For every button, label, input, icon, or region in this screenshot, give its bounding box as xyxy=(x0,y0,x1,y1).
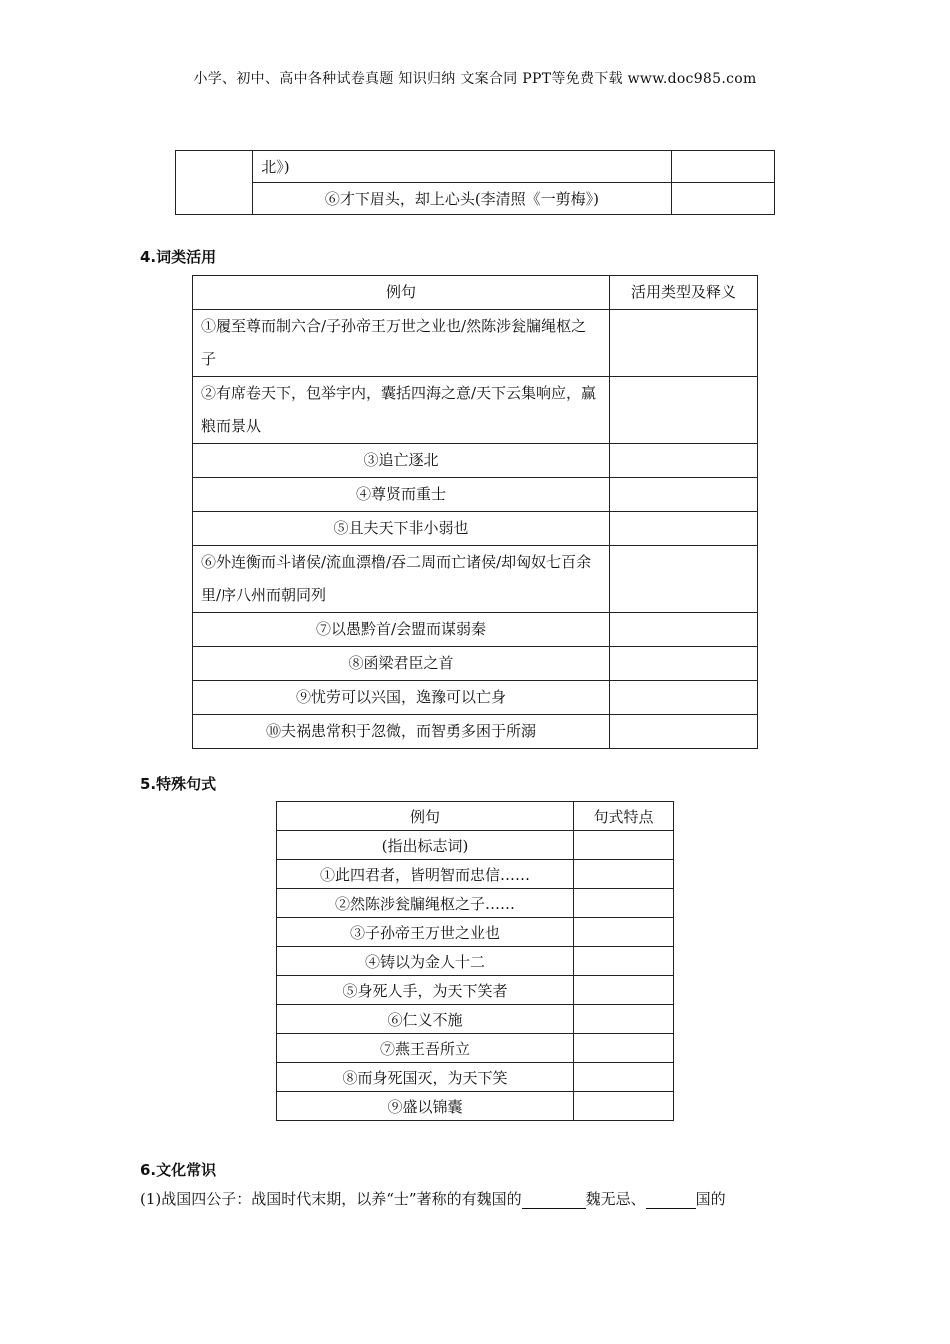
answer-cell[interactable] xyxy=(574,889,674,918)
table-cell: ①此四君者，皆明智而忠信…… xyxy=(277,860,574,889)
table-row xyxy=(277,860,674,889)
column-header: 活用类型及释义 xyxy=(610,276,758,310)
answer-cell[interactable] xyxy=(671,151,774,183)
column-header: 例句 xyxy=(277,802,574,831)
table-cell: ⑥仁义不施 xyxy=(277,1005,574,1034)
answer-cell[interactable] xyxy=(610,478,758,512)
table-row xyxy=(193,310,758,377)
answer-cell[interactable] xyxy=(610,647,758,681)
answer-cell[interactable] xyxy=(610,310,758,377)
table-row xyxy=(277,889,674,918)
table-cell: ⑨盛以锦囊 xyxy=(277,1092,574,1121)
table-cell: ②有席卷天下，包举宇内，囊括四海之意/天下云集响应，赢粮而景从 xyxy=(193,377,610,444)
answer-cell[interactable] xyxy=(610,377,758,444)
table-cell: ⑩夫祸患常积于忽微，而智勇多困于所溺 xyxy=(193,715,610,749)
table-row xyxy=(176,151,775,183)
table-row xyxy=(277,1063,674,1092)
answer-cell[interactable] xyxy=(574,947,674,976)
answer-cell[interactable] xyxy=(574,1092,674,1121)
table-row xyxy=(277,947,674,976)
question-text: 魏无忌、 xyxy=(585,1190,646,1208)
table-cell: ⑧而身死国灭，为天下笑 xyxy=(277,1063,574,1092)
answer-cell[interactable] xyxy=(610,681,758,715)
question-text: 国的 xyxy=(695,1190,726,1208)
table-cell: 北》) xyxy=(253,151,671,183)
column-header: 句式特点 xyxy=(574,802,674,831)
empty-cell xyxy=(176,151,253,215)
table-cell: ④尊贤而重士 xyxy=(193,478,610,512)
answer-cell[interactable] xyxy=(574,1034,674,1063)
table-row xyxy=(277,1092,674,1121)
table-row xyxy=(193,546,758,613)
table-row xyxy=(193,444,758,478)
table-header-row xyxy=(277,802,674,831)
section-title: 6.文化常识 xyxy=(140,1161,217,1179)
table-continuation xyxy=(175,150,775,215)
table-cell: ⑤且夫天下非小弱也 xyxy=(193,512,610,546)
table-row xyxy=(193,478,758,512)
answer-cell[interactable] xyxy=(610,715,758,749)
table-cell: ⑥才下眉头，却上心头(李清照《一剪梅》) xyxy=(253,183,671,215)
table-cell: ⑨忧劳可以兴国，逸豫可以亡身 xyxy=(193,681,610,715)
answer-cell[interactable] xyxy=(610,613,758,647)
answer-cell[interactable] xyxy=(610,444,758,478)
column-header: 例句 xyxy=(193,276,610,310)
word-usage-table xyxy=(192,275,758,749)
question-text: (1)战国四公子：战国时代末期，以养“士”著称的有魏国的 xyxy=(140,1190,522,1208)
answer-cell[interactable] xyxy=(574,976,674,1005)
culture-question xyxy=(140,1188,820,1209)
answer-cell[interactable] xyxy=(574,831,674,860)
fill-blank[interactable] xyxy=(646,1192,696,1209)
answer-cell[interactable] xyxy=(671,183,774,215)
table-cell: ③追亡逐北 xyxy=(193,444,610,478)
answer-cell[interactable] xyxy=(574,1005,674,1034)
table-row xyxy=(193,647,758,681)
table-cell: ⑥外连衡而斗诸侯/流血漂橹/吞二周而亡诸侯/却匈奴七百余里/序八州而朝同列 xyxy=(193,546,610,613)
table-cell: ②然陈涉瓮牖绳枢之子…… xyxy=(277,889,574,918)
table-cell: ④铸以为金人十二 xyxy=(277,947,574,976)
table-header-row xyxy=(193,276,758,310)
section-title: 4.词类活用 xyxy=(140,248,217,266)
table-row xyxy=(193,681,758,715)
table-row xyxy=(277,918,674,947)
table-cell: ⑧函梁君臣之首 xyxy=(193,647,610,681)
table-row xyxy=(193,613,758,647)
table-row xyxy=(193,715,758,749)
table-cell: ⑤身死人手，为天下笑者 xyxy=(277,976,574,1005)
answer-cell[interactable] xyxy=(610,512,758,546)
table-cell: ⑦以愚黔首/会盟而谋弱秦 xyxy=(193,613,610,647)
table-cell-note: (指出标志词) xyxy=(277,831,574,860)
sentence-pattern-table xyxy=(276,801,674,1121)
table-row xyxy=(176,183,775,215)
table-row xyxy=(277,831,674,860)
page-header: 小学、初中、高中各种试卷真题 知识归纳 文案合同 PPT等免费下载 www.doc985.com xyxy=(193,71,757,87)
table-cell: ①履至尊而制六合/子孙帝王万世之业也/然陈涉瓮牖绳枢之子 xyxy=(193,310,610,377)
answer-cell[interactable] xyxy=(574,860,674,889)
table-row xyxy=(277,1005,674,1034)
fill-blank[interactable] xyxy=(522,1192,586,1209)
answer-cell[interactable] xyxy=(574,1063,674,1092)
table-cell: ⑦燕王吾所立 xyxy=(277,1034,574,1063)
table-row xyxy=(193,377,758,444)
answer-cell[interactable] xyxy=(574,918,674,947)
answer-cell[interactable] xyxy=(610,546,758,613)
section-title: 5.特殊句式 xyxy=(140,775,217,793)
table-row xyxy=(277,1034,674,1063)
table-row xyxy=(277,976,674,1005)
table-cell: ③子孙帝王万世之业也 xyxy=(277,918,574,947)
table-row xyxy=(193,512,758,546)
